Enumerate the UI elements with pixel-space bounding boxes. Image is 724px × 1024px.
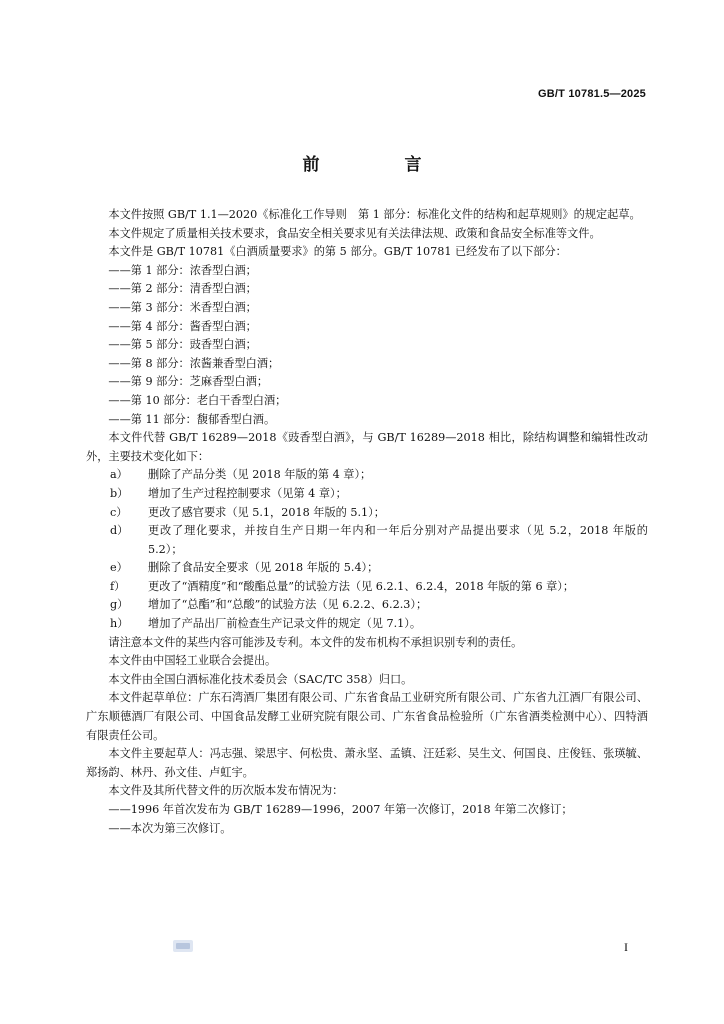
list-item	[86, 596, 648, 615]
changes-list	[86, 466, 648, 633]
item-label: e）	[110, 561, 128, 575]
document-body	[86, 206, 648, 838]
list-item	[86, 615, 648, 634]
item-text: 删除了食品安全要求（见 2018 年版的 5.4）；	[148, 561, 379, 575]
history-list	[86, 801, 648, 838]
paragraph: 本文件是 GB/T 10781《白酒质量要求》的第 5 部分。GB/T 10781 已经发布了以下部分：	[108, 245, 567, 259]
standard-code: GB/T 10781.5—2025	[538, 88, 646, 100]
page-number: I	[624, 940, 628, 954]
list-item: ——第 3 部分：米香型白酒；	[108, 300, 257, 314]
list-item: ——第 5 部分：豉香型白酒；	[108, 338, 257, 352]
paragraph: 本文件起草单位：广东石湾酒厂集团有限公司、广东省食品工业研究所有限公司、广东省九江酒厂有限公司、广东顺德酒厂有限公司、中国食品发酵工业研究院有限公司、广东省食品检验所（广东省酒类检测中心）、四特酒有限责任公司。	[86, 691, 648, 742]
item-label: c）	[110, 505, 128, 519]
item-text: 更改了理化要求，并按自生产日期一年内和一年后分别对产品提出要求（见 5.2，2018 年版的 5.2）；	[148, 524, 648, 556]
list-item: ——第 10 部分：老白干香型白酒；	[108, 393, 287, 407]
item-text: 增加了“总酯”和“总酸”的试验方法（见 6.2.2、6.2.3）；	[148, 598, 428, 612]
item-text: 增加了产品出厂前检查生产记录文件的规定（见 7.1）。	[148, 617, 422, 631]
list-item: ——第 1 部分：浓香型白酒；	[108, 263, 257, 277]
list-item: ——第 2 部分：清香型白酒；	[108, 282, 257, 296]
item-text: 更改了感官要求（见 5.1，2018 年版的 5.1）；	[148, 505, 385, 519]
list-item: ——1996 年首次发布为 GB/T 16289—1996，2007 年第一次修订，2018 年第二次修订；	[108, 803, 573, 816]
list-item: ——本次为第三次修订。	[108, 821, 232, 835]
list-item	[86, 466, 648, 485]
page-title: 前 言	[302, 155, 456, 175]
item-label: b）	[110, 486, 129, 500]
paragraph: 本文件主要起草人：冯志强、梁思宇、何松贵、萧永坚、孟镇、汪廷彩、吴生文、何国良、庄俊钰、张瑛毓、郑扬韵、林丹、孙文佳、卢虹宇。	[86, 747, 648, 779]
paragraph: 本文件规定了质量相关技术要求，食品安全相关要求见有关法律法规、政策和食品安全标准等文件。	[108, 226, 601, 240]
list-item	[86, 559, 648, 578]
paragraph: 本文件按照 GB/T 1.1—2020《标准化工作导则 第 1 部分：标准化文件的结构和起草规则》的规定起草。	[108, 208, 641, 221]
item-label: g）	[110, 598, 129, 612]
list-item	[86, 578, 648, 597]
paragraph: 本文件由中国轻工业联合会提出。	[108, 654, 277, 668]
paragraph: 本文件代替 GB/T 16289—2018《豉香型白酒》，与 GB/T 16289—2018 相比，除结构调整和编辑性改动外，主要技术变化如下：	[86, 431, 648, 463]
list-item: ——第 4 部分：酱香型白酒；	[108, 319, 257, 333]
paragraph: 本文件及其所代替文件的历次版本发布情况为：	[108, 784, 344, 798]
paragraph: 请注意本文件的某些内容可能涉及专利。本文件的发布机构不承担识别专利的责任。	[108, 635, 523, 649]
item-text: 更改了“酒精度”和“酸酯总量”的试验方法（见 6.2.1、6.2.4，2018 年版的第 6 章）；	[148, 579, 575, 593]
list-item: ——第 11 部分：馥郁香型白酒。	[108, 412, 276, 426]
paragraph: 本文件由全国白酒标准化技术委员会（SAC/TC 358）归口。	[108, 672, 413, 686]
watermark-logo-icon	[172, 938, 194, 954]
list-item	[86, 504, 648, 523]
item-label: a）	[110, 468, 128, 482]
item-label: h）	[110, 617, 129, 631]
item-text: 删除了产品分类（见 2018 年版的第 4 章）；	[148, 468, 372, 482]
parts-list	[86, 262, 648, 429]
list-item	[86, 485, 648, 504]
item-label: d）	[110, 524, 129, 538]
list-item: ——第 8 部分：浓酱兼香型白酒；	[108, 356, 280, 370]
list-item	[86, 522, 648, 559]
item-label: f）	[110, 579, 126, 593]
item-text: 增加了生产过程控制要求（见第 4 章）；	[148, 486, 347, 500]
list-item: ——第 9 部分：芝麻香型白酒；	[108, 375, 269, 389]
